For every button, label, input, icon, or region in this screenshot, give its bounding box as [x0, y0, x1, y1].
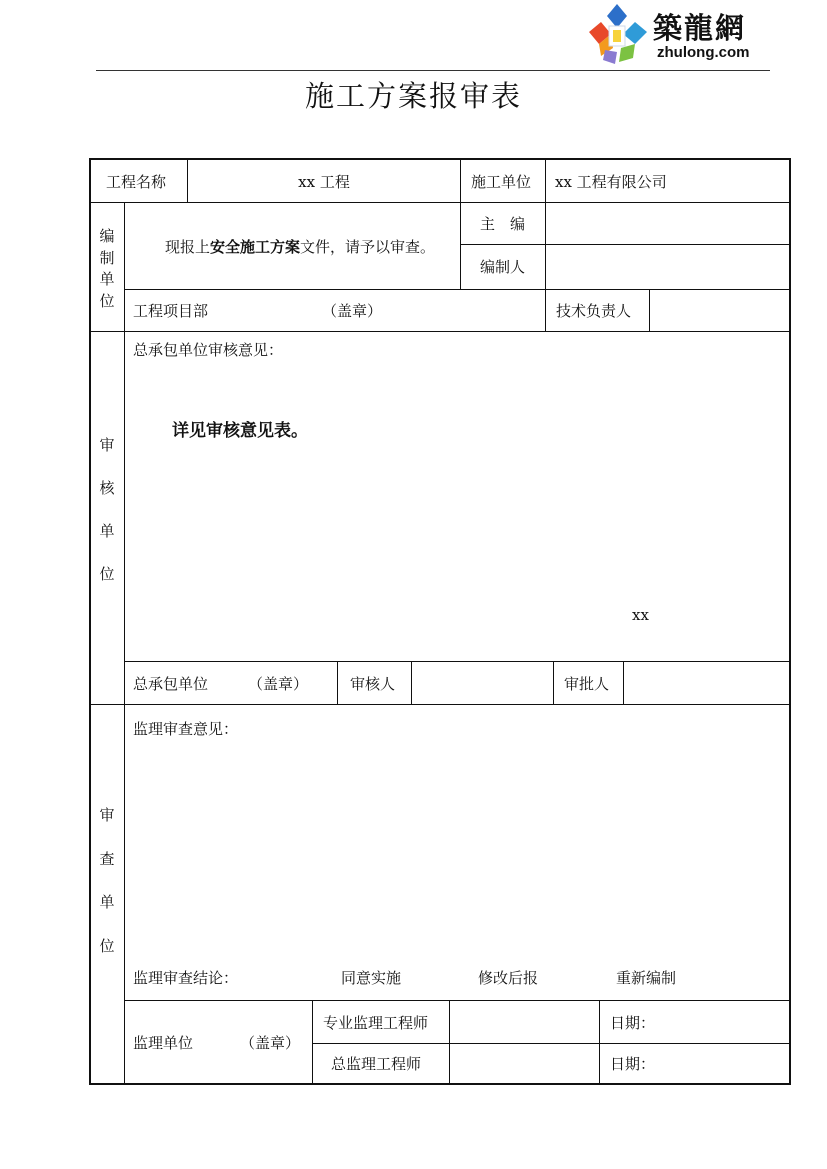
col-divider [545, 202, 546, 331]
chief-editor-label: 主 编 [480, 215, 526, 233]
tech-lead-label: 技术负责人 [556, 302, 632, 320]
gc-unit-label: 总承包单位 [133, 675, 209, 693]
review-unit-side-label: 审核单位 [99, 436, 115, 583]
gc-opinion-label: 总承包单位审核意见： [133, 341, 284, 359]
project-name-value[interactable]: xx 工程 [298, 173, 350, 191]
inspect-unit-side-label: 审查单位 [99, 806, 115, 955]
col-divider [649, 289, 650, 331]
col-divider [411, 661, 412, 704]
approval-form [89, 158, 791, 1085]
col-divider [337, 661, 338, 704]
seal-note: （盖章） [322, 302, 383, 320]
date-label[interactable]: 日期： [610, 1014, 656, 1032]
gc-signer: xx [632, 606, 649, 624]
option-approve[interactable]: 同意实施 [341, 969, 402, 987]
engineer-label: 专业监理工程师 [323, 1014, 429, 1032]
brand-domain: zhulong.com [657, 44, 750, 61]
project-dept-label: 工程项目部 [133, 302, 209, 320]
gc-opinion-text[interactable]: 详见审核意见表。 [172, 421, 308, 441]
date-label[interactable]: 日期： [610, 1055, 656, 1073]
supervision-opinion-label: 监理审查意见： [133, 720, 239, 738]
col-divider [312, 1000, 313, 1083]
row-divider [91, 202, 789, 203]
approver-label: 审批人 [564, 675, 610, 693]
col-divider [599, 1000, 600, 1083]
contractor-label: 施工单位 [471, 173, 532, 191]
chief-engineer-label: 总监理工程师 [331, 1055, 422, 1073]
col-divider [460, 202, 461, 289]
row-divider [124, 661, 789, 662]
row-divider [91, 704, 789, 705]
row-divider [124, 289, 789, 290]
compiler-label: 编制人 [480, 258, 526, 276]
supervision-conclusion-label: 监理审查结论： [133, 969, 239, 987]
row-divider [312, 1043, 789, 1044]
col-divider [449, 1000, 450, 1083]
brand-name: 築龍網 [653, 11, 747, 45]
supervision-unit-label: 监理单位 [133, 1034, 194, 1052]
col-divider [460, 160, 461, 202]
reviewer-label: 审核人 [350, 675, 396, 693]
project-name-label: 工程名称 [106, 173, 167, 191]
col-divider [553, 661, 554, 704]
col-divider [545, 160, 546, 202]
row-divider [461, 244, 789, 245]
row-divider [91, 331, 789, 332]
seal-note: （盖章） [248, 675, 309, 693]
brand-logo [583, 2, 773, 68]
col-divider [124, 202, 125, 1083]
compile-unit-side-label: 编制单位 [99, 227, 115, 310]
seal-note: （盖章） [240, 1034, 301, 1052]
option-redo[interactable]: 重新编制 [616, 969, 677, 987]
header-rule [96, 70, 770, 71]
col-divider [623, 661, 624, 704]
page-title: 施工方案报审表 [304, 79, 522, 113]
option-revise[interactable]: 修改后报 [478, 969, 539, 987]
zhulong-cube-logo-icon [583, 2, 651, 68]
contractor-value[interactable]: xx 工程有限公司 [555, 173, 667, 191]
submission-statement: 现报上安全施工方案文件，请予以审查。 [165, 238, 436, 256]
row-divider [124, 1000, 789, 1001]
